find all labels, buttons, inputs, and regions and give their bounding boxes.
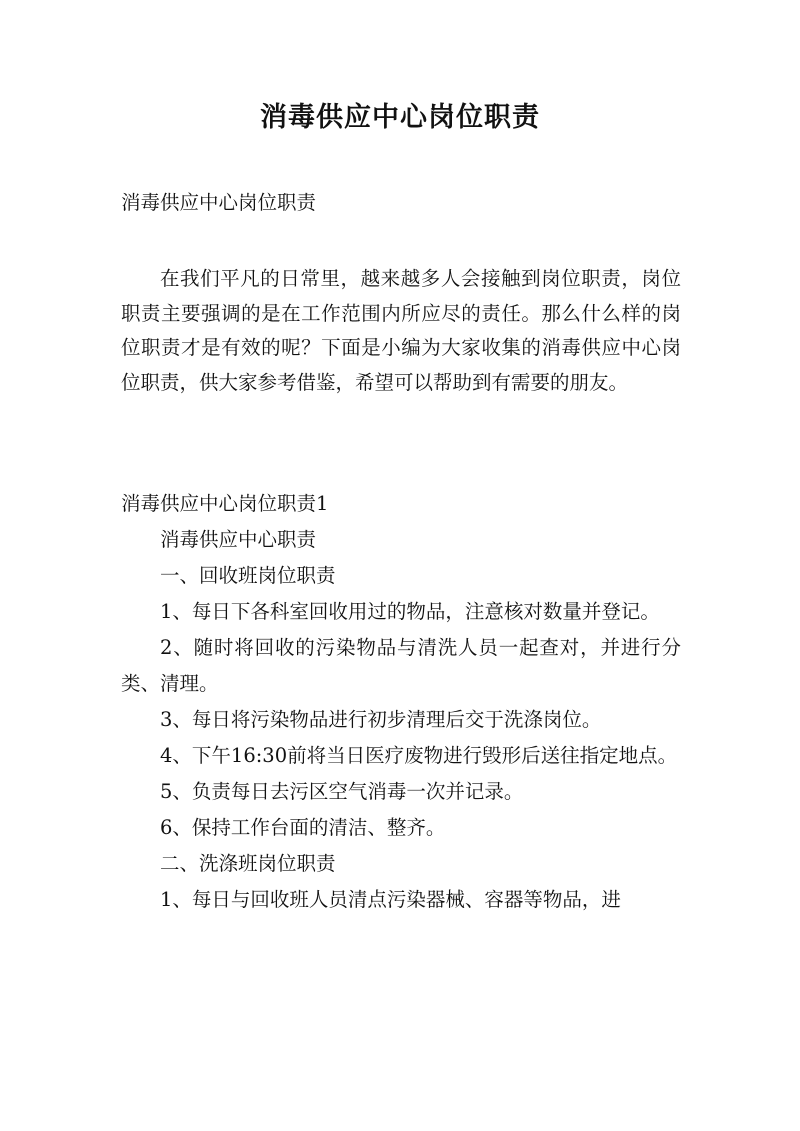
recovery-duties-heading: 一、回收班岗位职责 [160,564,336,587]
center-duties-heading: 消毒供应中心职责 [160,528,317,551]
duty-item: 6、保持工作台面的清洁、整齐。 [160,816,446,839]
duty-item: 4、下午16:30前将当日医疗废物进行毁形后送往指定地点。 [160,744,678,767]
document-body [121,486,681,918]
duty-item: 5、负责每日去污区空气消毒一次并记录。 [160,780,524,803]
duty-item: 3、每日将污染物品进行初步清理后交于洗涤岗位。 [160,708,602,731]
duty-item: 1、每日与回收班人员清点污染器械、容器等物品，进 [160,888,621,911]
document-subtitle: 消毒供应中心岗位职责 [121,191,317,214]
section-heading: 消毒供应中心岗位职责1 [121,492,329,515]
intro-paragraph: 在我们平凡的日常里，越来越多人会接触到岗位职责，岗位职责主要强调的是在工作范围内所应尽的责任。那么什么样的岗位职责才是有效的呢？下面是小编为大家收集的消毒供应中心岗位职责，供大家参考借鉴，希望可以帮助到有需要的朋友。 [121,267,681,394]
washing-duties-heading: 二、洗涤班岗位职责 [160,852,336,875]
duty-item: 2、随时将回收的污染物品与清洗人员一起查对，并进行分类、清理。 [121,636,681,695]
document-title: 消毒供应中心岗位职责 [260,102,540,133]
duty-item: 1、每日下各科室回收用过的物品，注意核对数量并登记。 [160,600,660,623]
